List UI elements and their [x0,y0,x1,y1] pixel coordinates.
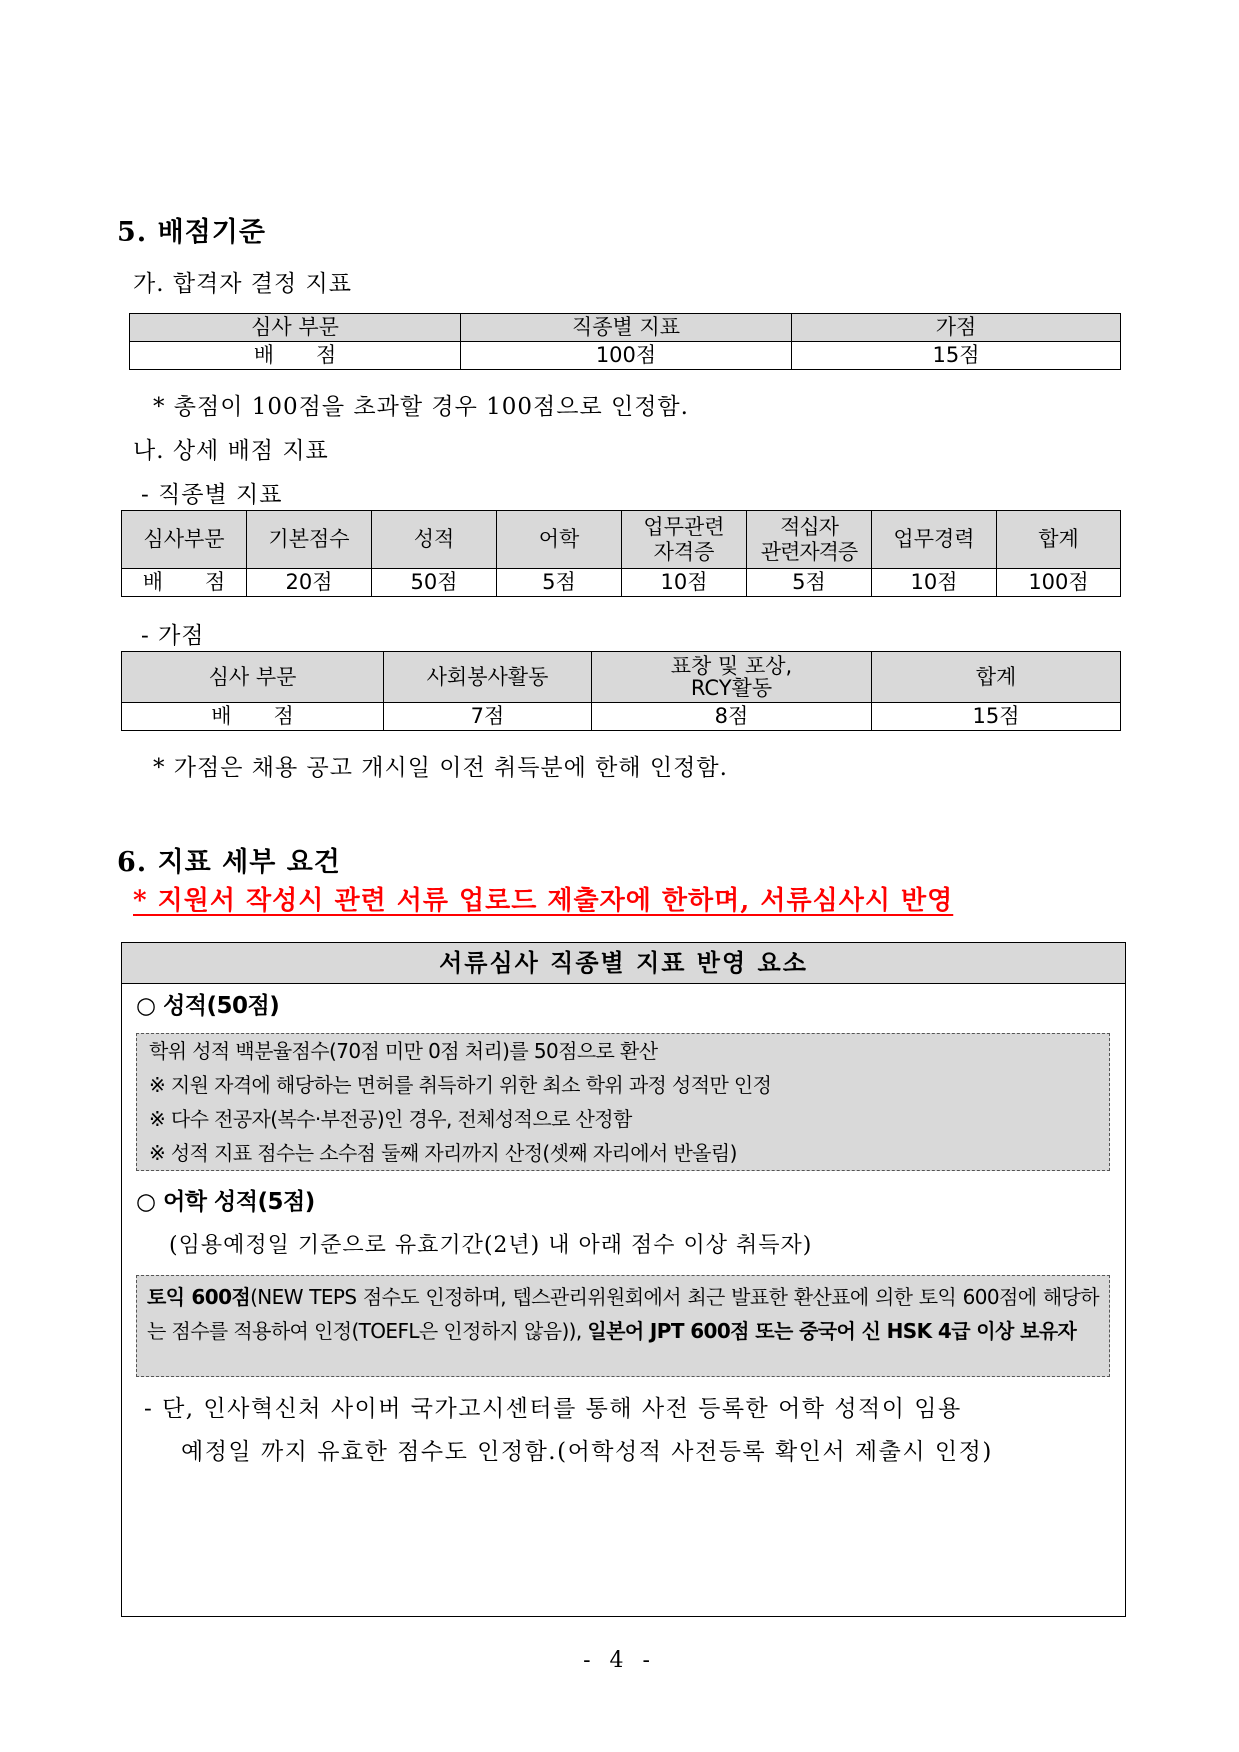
table-b-header: 업무관련 자격증 [622,511,747,569]
table-b-cell: 10점 [872,569,997,597]
sub-b1-heading: - 직종별 지표 [141,482,283,508]
table-b-cell: 5점 [497,569,622,597]
teps-note: (NEW TEPS 점수도 인정하며, 텝스관리위원회에서 최근 발표한 환산표에 의한 토익 600점에 해당하는 점수를 적용하여 인정(TOEFL은 인정하지 않음)), [147,1285,1099,1343]
grade-line: 학위 성적 백분율점수(70점 미만 0점 처리)를 50점으로 환산 [149,1039,658,1063]
bonus-score-table [121,651,1121,731]
table-c-header: 사회봉사활동 [384,652,592,703]
jpt-hsk-criteria: 일본어 JPT 600점 또는 중국어 신 HSK 4급 이상 보유자 [587,1319,1077,1343]
table-c-header: 표창 및 포상, RCY활동 [592,652,872,703]
table-b-header: 업무경력 [872,511,997,569]
pre-registration-note-cont: 예정일 까지 유효한 점수도 인정함.(어학성적 사전등록 확인서 제출시 인정) [181,1439,993,1465]
requirements-box-title: 서류심사 직종별 지표 반영 요소 [122,943,1125,984]
table-b-header: 성적 [372,511,497,569]
table-b-header: 어학 [497,511,622,569]
table-b-cell: 50점 [372,569,497,597]
section5-title: 5. 배점기준 [117,217,266,248]
sub-a-heading: 가. 합격자 결정 지표 [133,271,352,297]
upload-notice: * 지원서 작성시 관련 서류 업로드 제출자에 한하며, 서류심사시 반영 [133,886,954,916]
table-b-cell: 20점 [247,569,372,597]
table-c-cell: 7점 [384,703,592,731]
table-a-header: 심사 부문 [130,314,461,342]
grade-title: ○ 성적(50점) [136,993,280,1019]
table-a-header: 직종별 지표 [461,314,792,342]
table-c-cell: 배 점 [122,703,384,731]
grade-line: ※ 성적 지표 점수는 소수점 둘째 자리까지 산정(셋째 자리에서 반올림) [149,1141,737,1165]
table-b-cell: 10점 [622,569,747,597]
table-c-cell: 15점 [872,703,1121,731]
section6-title: 6. 지표 세부 요건 [117,847,341,878]
table-b-header: 기본점수 [247,511,372,569]
table-b-cell: 5점 [747,569,872,597]
language-title: ○ 어학 성적(5점) [136,1189,315,1215]
decision-table [129,313,1121,370]
pre-registration-note: - 단, 인사혁신처 사이버 국가고시센터를 통해 사전 등록한 어학 성적이 임용 [144,1396,962,1422]
table-b-cell: 100점 [997,569,1121,597]
table-a-cell: 배 점 [130,342,461,370]
sub-b2-heading: - 가점 [141,623,205,649]
table-a-header: 가점 [792,314,1121,342]
page-number: - 4 - [583,1648,656,1673]
table-b-header: 합계 [997,511,1121,569]
note-bonus: * 가점은 채용 공고 개시일 이전 취득분에 한해 인정함. [153,755,728,781]
table-c-header: 합계 [872,652,1121,703]
detail-score-table [121,510,1121,597]
note-total-score: * 총점이 100점을 초과할 경우 100점으로 인정함. [153,394,689,420]
requirements-box [121,942,1126,1617]
table-c-header: 심사 부문 [122,652,384,703]
table-b-header: 적십자 관련자격증 [747,511,872,569]
table-c-cell: 8점 [592,703,872,731]
table-b-cell: 배 점 [122,569,247,597]
sub-b-heading: 나. 상세 배점 지표 [133,438,329,464]
grade-detail-box [136,1033,1110,1171]
language-criteria-box [136,1275,1110,1377]
grade-line: ※ 다수 전공자(복수·부전공)인 경우, 전체성적으로 산정함 [149,1107,632,1131]
table-b-header: 심사부문 [122,511,247,569]
table-a-cell: 15점 [792,342,1121,370]
language-desc: (임용예정일 기준으로 유효기간(2년) 내 아래 점수 이상 취득자) [169,1233,813,1258]
table-a-cell: 100점 [461,342,792,370]
grade-line: ※ 지원 자격에 해당하는 면허를 취득하기 위한 최소 학위 과정 성적만 인정 [149,1073,772,1097]
toeic-criteria: 토익 600점 [147,1285,251,1309]
